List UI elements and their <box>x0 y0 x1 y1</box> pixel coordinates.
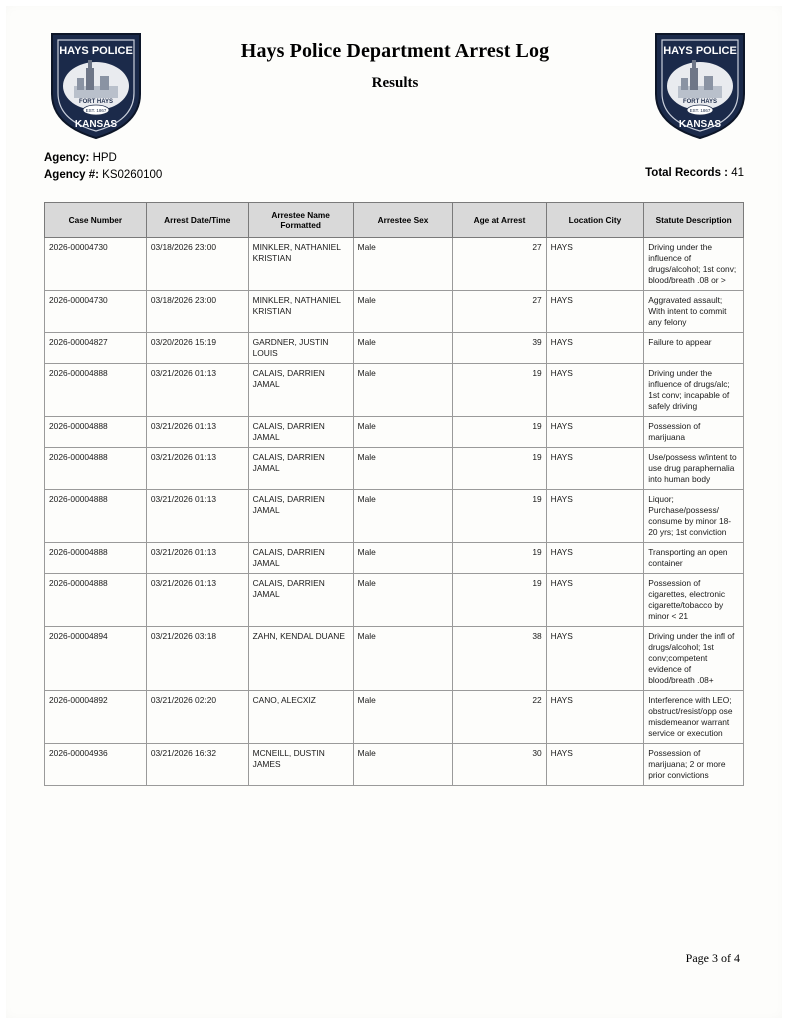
svg-text:KANSAS: KANSAS <box>678 119 722 130</box>
cell-arrestee-sex: Male <box>353 238 453 291</box>
svg-text:HAYS POLICE: HAYS POLICE <box>663 45 737 57</box>
cell-arrestee-name: GARDNER, JUSTIN LOUIS <box>248 333 353 364</box>
cell-case-number: 2026-00004827 <box>45 333 147 364</box>
cell-statute-description: Liquor; Purchase/possess/ consume by minor 18-20 yrs; 1st conviction <box>644 490 744 543</box>
title-block <box>180 40 610 92</box>
hays-police-badge-right-icon <box>648 28 752 140</box>
cell-statute-description: Use/possess w/intent to use drug paraphernalia into human body <box>644 448 744 490</box>
cell-case-number: 2026-00004730 <box>45 291 147 333</box>
cell-arrest-datetime: 03/21/2026 01:13 <box>146 574 248 627</box>
cell-arrestee-sex: Male <box>353 490 453 543</box>
column-header-location-city: Location City <box>546 203 644 238</box>
cell-arrestee-name: MINKLER, NATHANIEL KRISTIAN <box>248 291 353 333</box>
cell-location-city: HAYS <box>546 364 644 417</box>
cell-age-at-arrest: 19 <box>453 364 546 417</box>
cell-statute-description: Driving under the infl of drugs/alcohol; 1st conv;competent evidence of blood/breath .08+ <box>644 627 744 691</box>
cell-arrestee-sex: Male <box>353 364 453 417</box>
table-row <box>45 574 744 627</box>
agency-value: HPD <box>92 152 117 164</box>
agency-label: Agency: <box>44 152 90 164</box>
cell-arrest-datetime: 03/20/2026 15:19 <box>146 333 248 364</box>
cell-statute-description: Driving under the influence of drugs/alc; 1st conv; incapable of safely driving <box>644 364 744 417</box>
arrest-log-table-wrapper <box>44 202 744 786</box>
cell-age-at-arrest: 22 <box>453 691 546 744</box>
table-row <box>45 627 744 691</box>
agency-number-value: KS0260100 <box>102 169 163 181</box>
cell-statute-description: Possession of cigarettes, electronic cigarette/tobacco by minor < 21 <box>644 574 744 627</box>
cell-arrestee-name: CALAIS, DARRIEN JAMAL <box>248 543 353 574</box>
cell-location-city: HAYS <box>546 627 644 691</box>
cell-case-number: 2026-00004888 <box>45 364 147 417</box>
cell-arrest-datetime: 03/21/2026 01:13 <box>146 364 248 417</box>
cell-arrestee-name: MCNEILL, DUSTIN JAMES <box>248 744 353 786</box>
page-footer: Page 3 of 4 <box>685 951 740 965</box>
cell-arrest-datetime: 03/21/2026 01:13 <box>146 490 248 543</box>
cell-age-at-arrest: 19 <box>453 490 546 543</box>
cell-arrest-datetime: 03/18/2026 23:00 <box>146 238 248 291</box>
table-row <box>45 490 744 543</box>
cell-location-city: HAYS <box>546 417 644 448</box>
cell-arrest-datetime: 03/21/2026 01:13 <box>146 417 248 448</box>
cell-arrest-datetime: 03/21/2026 03:18 <box>146 627 248 691</box>
arrest-log-table <box>44 202 744 786</box>
table-row <box>45 238 744 291</box>
cell-age-at-arrest: 19 <box>453 574 546 627</box>
cell-age-at-arrest: 19 <box>453 417 546 448</box>
total-records <box>645 167 744 179</box>
table-row <box>45 333 744 364</box>
cell-statute-description: Failure to appear <box>644 333 744 364</box>
cell-arrestee-name: CALAIS, DARRIEN JAMAL <box>248 448 353 490</box>
cell-age-at-arrest: 30 <box>453 744 546 786</box>
cell-case-number: 2026-00004730 <box>45 238 147 291</box>
table-header-row <box>45 203 744 238</box>
cell-location-city: HAYS <box>546 238 644 291</box>
cell-case-number: 2026-00004888 <box>45 417 147 448</box>
cell-arrest-datetime: 03/21/2026 16:32 <box>146 744 248 786</box>
cell-location-city: HAYS <box>546 291 644 333</box>
table-row <box>45 448 744 490</box>
cell-location-city: HAYS <box>546 333 644 364</box>
column-header-statute-description: Statute Description <box>644 203 744 238</box>
cell-location-city: HAYS <box>546 574 644 627</box>
cell-arrestee-name: CALAIS, DARRIEN JAMAL <box>248 574 353 627</box>
cell-case-number: 2026-00004888 <box>45 448 147 490</box>
cell-arrestee-sex: Male <box>353 448 453 490</box>
table-body <box>45 238 744 786</box>
svg-text:KANSAS: KANSAS <box>74 119 118 130</box>
cell-location-city: HAYS <box>546 691 644 744</box>
cell-statute-description: Transporting an open container <box>644 543 744 574</box>
column-header-arrestee-name: Arrestee Name Formatted <box>248 203 353 238</box>
agency-line <box>44 150 162 167</box>
cell-arrest-datetime: 03/21/2026 02:20 <box>146 691 248 744</box>
report-meta <box>44 150 744 196</box>
table-row <box>45 691 744 744</box>
agency-number-line <box>44 167 162 184</box>
page-subtitle: Results <box>371 75 419 91</box>
cell-arrestee-sex: Male <box>353 417 453 448</box>
cell-age-at-arrest: 27 <box>453 238 546 291</box>
cell-case-number: 2026-00004894 <box>45 627 147 691</box>
svg-text:FORT HAYS: FORT HAYS <box>682 99 718 105</box>
cell-age-at-arrest: 38 <box>453 627 546 691</box>
cell-case-number: 2026-00004888 <box>45 543 147 574</box>
cell-arrest-datetime: 03/18/2026 23:00 <box>146 291 248 333</box>
svg-text:FORT HAYS: FORT HAYS <box>78 99 114 105</box>
cell-arrestee-name: CALAIS, DARRIEN JAMAL <box>248 364 353 417</box>
column-header-arrestee-sex: Arrestee Sex <box>353 203 453 238</box>
svg-text:EST. 1867: EST. 1867 <box>85 108 107 113</box>
cell-statute-description: Possession of marijuana <box>644 417 744 448</box>
cell-case-number: 2026-00004892 <box>45 691 147 744</box>
total-records-label: Total Records : <box>645 167 728 179</box>
svg-text:HAYS POLICE: HAYS POLICE <box>59 45 133 57</box>
cell-arrest-datetime: 03/21/2026 01:13 <box>146 543 248 574</box>
table-row <box>45 291 744 333</box>
column-header-age-at-arrest: Age at Arrest <box>453 203 546 238</box>
cell-location-city: HAYS <box>546 744 644 786</box>
cell-location-city: HAYS <box>546 448 644 490</box>
table-row <box>45 417 744 448</box>
cell-arrestee-sex: Male <box>353 574 453 627</box>
page-title: Hays Police Department Arrest Log <box>240 40 550 62</box>
cell-age-at-arrest: 27 <box>453 291 546 333</box>
column-header-arrest-datetime: Arrest Date/Time <box>146 203 248 238</box>
hays-police-badge-left-icon <box>44 28 148 140</box>
cell-statute-description: Driving under the influence of drugs/alcohol; 1st conv; blood/breath .08 or > <box>644 238 744 291</box>
cell-arrestee-sex: Male <box>353 291 453 333</box>
cell-location-city: HAYS <box>546 490 644 543</box>
column-header-case-number: Case Number <box>45 203 147 238</box>
table-row <box>45 543 744 574</box>
total-records-value: 41 <box>731 167 744 179</box>
svg-text:EST. 1867: EST. 1867 <box>689 108 711 113</box>
cell-arrestee-name: ZAHN, KENDAL DUANE <box>248 627 353 691</box>
cell-arrest-datetime: 03/21/2026 01:13 <box>146 448 248 490</box>
document-header <box>0 0 788 150</box>
agency-number-label: Agency #: <box>44 169 99 181</box>
cell-arrestee-sex: Male <box>353 744 453 786</box>
cell-age-at-arrest: 19 <box>453 543 546 574</box>
cell-arrestee-name: CANO, ALECXIZ <box>248 691 353 744</box>
cell-arrestee-name: MINKLER, NATHANIEL KRISTIAN <box>248 238 353 291</box>
cell-age-at-arrest: 19 <box>453 448 546 490</box>
agency-info <box>44 150 162 184</box>
table-row <box>45 744 744 786</box>
cell-arrestee-name: CALAIS, DARRIEN JAMAL <box>248 417 353 448</box>
cell-arrestee-sex: Male <box>353 543 453 574</box>
cell-case-number: 2026-00004936 <box>45 744 147 786</box>
cell-statute-description: Aggravated assault; With intent to commit any felony <box>644 291 744 333</box>
cell-arrestee-sex: Male <box>353 627 453 691</box>
cell-statute-description: Possession of marijuana; 2 or more prior convictions <box>644 744 744 786</box>
cell-arrestee-sex: Male <box>353 691 453 744</box>
cell-age-at-arrest: 39 <box>453 333 546 364</box>
cell-case-number: 2026-00004888 <box>45 574 147 627</box>
cell-location-city: HAYS <box>546 543 644 574</box>
cell-arrestee-sex: Male <box>353 333 453 364</box>
table-row <box>45 364 744 417</box>
cell-case-number: 2026-00004888 <box>45 490 147 543</box>
cell-arrestee-name: CALAIS, DARRIEN JAMAL <box>248 490 353 543</box>
cell-statute-description: Interference with LEO; obstruct/resist/opp ose misdemeanor warrant service or execution <box>644 691 744 744</box>
